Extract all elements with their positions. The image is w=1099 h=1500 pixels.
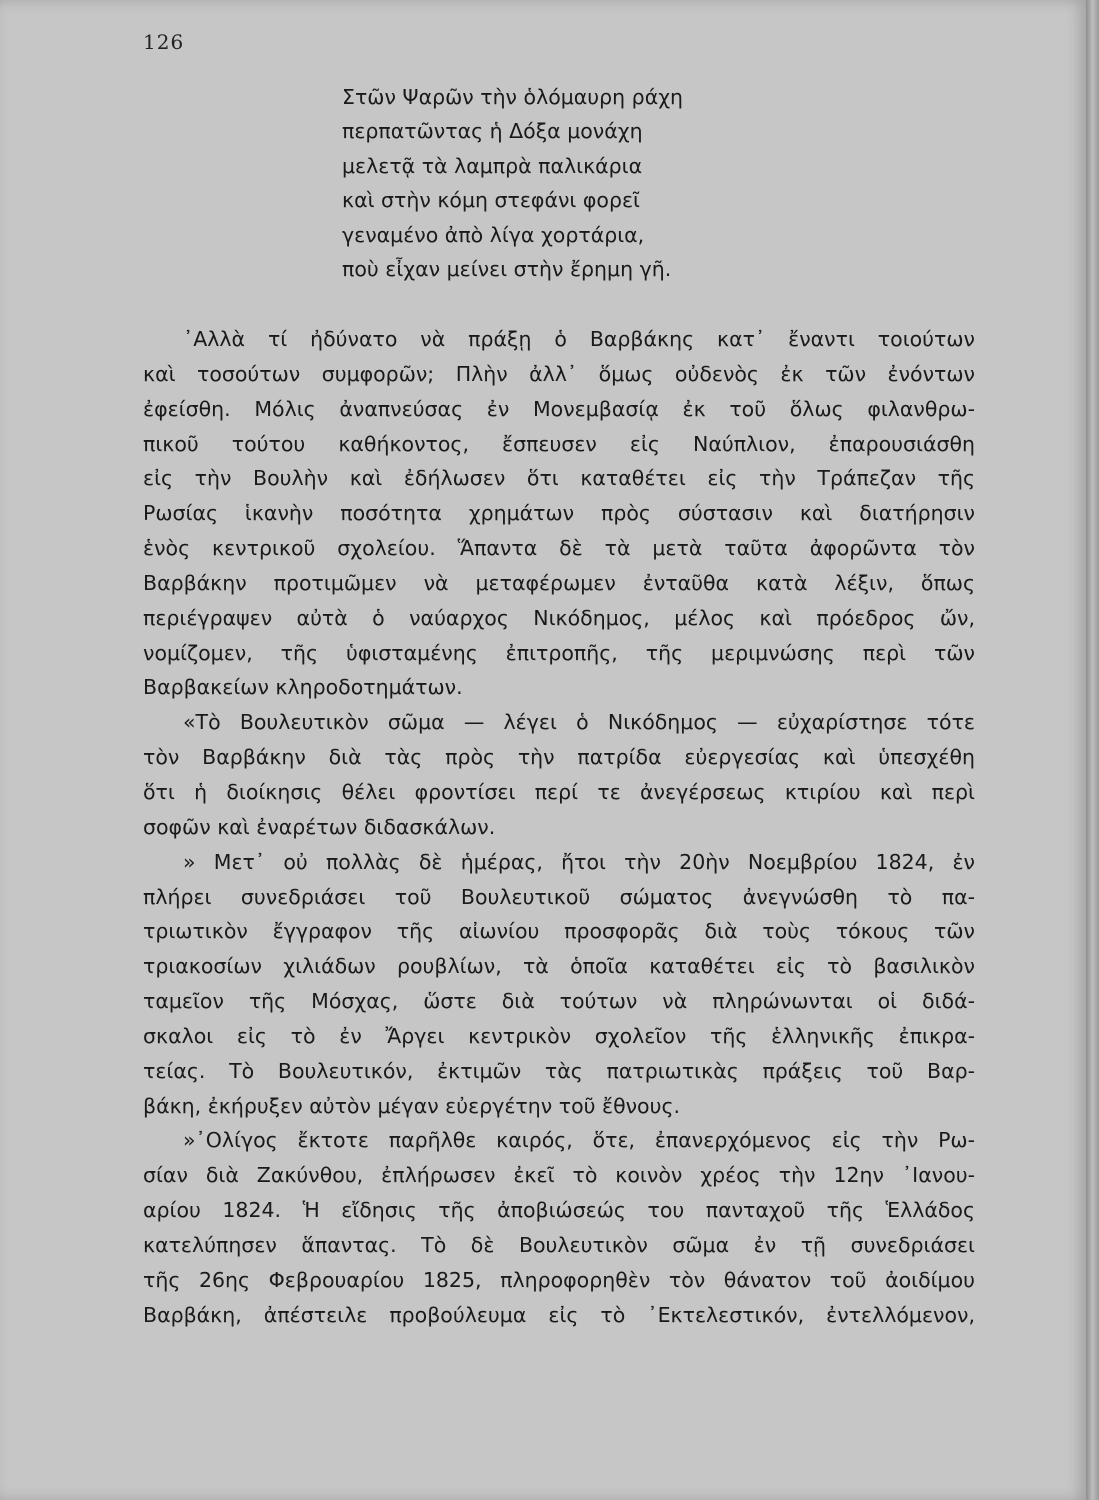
text-line: τριακοσίων χιλιάδων ρουβλίων, τὰ ὁποῖα καταθέτει εἰς τὸ βασιλικὸν bbox=[143, 954, 975, 979]
poem-line: γεναμένο ἀπὸ λίγα χορτάρια, bbox=[342, 222, 645, 247]
text-line: τὸν Βαρβάκην διὰ τὰς πρὸς τὴν πατρίδα εὐεργεσίας καὶ ὑπεσχέθη bbox=[143, 745, 975, 770]
text-line: ᾿Αλλὰ τί ἠδύνατο νὰ πράξῃ ὁ Βαρβάκης κατ᾿ ἔναντι τοιούτων bbox=[183, 327, 975, 351]
text-line: » Μετ᾿ οὐ πολλὰς δὲ ἡμέρας, ἤτοι τὴν 20ὴν Νοεμβρίου 1824, ἐν bbox=[183, 849, 975, 874]
poem-stanza bbox=[342, 80, 683, 286]
text-line: εἰς τὴν Βουλὴν καὶ ἐδήλωσεν ὅτι καταθέτει εἰς τὴν Τράπεζαν τῆς bbox=[143, 466, 975, 491]
text-line: πλήρει συνεδριάσει τοῦ Βουλευτικοῦ σώματος ἀνεγνώσθη τὸ πα- bbox=[143, 884, 975, 909]
text-line: τείας. Τὸ Βουλευτικόν, ἐκτιμῶν τὰς πατριωτικὰς πράξεις τοῦ Βαρ- bbox=[143, 1058, 975, 1083]
page-number: 126 bbox=[143, 30, 185, 54]
text-line: σοφῶν καὶ ἐναρέτων διδασκάλων. bbox=[143, 814, 496, 839]
text-line: Ρωσίας ἱκανὴν ποσότητα χρημάτων πρὸς σύστασιν καὶ διατήρησιν bbox=[143, 501, 975, 526]
text-line: καὶ τοσούτων συμφορῶν; Πλὴν ἀλλ᾿ ὅμως οὐδενὸς ἐκ τῶν ἐνόντων bbox=[143, 361, 975, 386]
text-line: αρίου 1824. Ἡ εἴδησις τῆς ἀποβιώσεώς του πανταχοῦ τῆς Ἑλλάδος bbox=[143, 1198, 975, 1223]
text-line: «Τὸ Βουλευτικὸν σῶμα — λέγει ὁ Νικόδημος — εὐχαρίστησε τότε bbox=[183, 710, 975, 735]
text-line: νομίζομεν, τῆς ὑφισταμένης ἐπιτροπῆς, τῆς μεριμνώσης περὶ τῶν bbox=[143, 640, 975, 665]
poem-line: περπατῶντας ἡ Δόξα μονάχη bbox=[342, 119, 643, 144]
text-line: ταμεῖον τῆς Μόσχας, ὥστε διὰ τούτων νὰ πληρώνωνται οἱ διδά- bbox=[143, 989, 975, 1014]
poem-line: μελετᾷ τὰ λαμπρὰ παλικάρια bbox=[342, 153, 643, 178]
text-line: πικοῦ τούτου καθήκοντος, ἔσπευσεν εἰς Ναύπλιον, ἐπαρουσιάσθη bbox=[143, 431, 975, 456]
text-line: βάκη, ἐκήρυξεν αὐτὸν μέγαν εὐεργέτην τοῦ ἔθνους. bbox=[143, 1093, 681, 1118]
body-text bbox=[143, 322, 975, 1332]
text-line: κατελύπησεν ἅπαντας. Τὸ δὲ Βουλευτικὸν σῶμα ἐν τῇ συνεδριάσει bbox=[143, 1232, 975, 1257]
text-line: σκαλοι εἰς τὸ ἐν Ἄργει κεντρικὸν σχολεῖον τῆς ἑλληνικῆς ἐπικρα- bbox=[143, 1023, 975, 1048]
text-line: ἐφείσθη. Μόλις ἀναπνεύσας ἐν Μονεμβασίᾳ ἐκ τοῦ ὅλως φιλανθρω- bbox=[143, 396, 975, 421]
page-edge bbox=[1086, 0, 1099, 1500]
poem-line: ποὺ εἶχαν μείνει στὴν ἔρημη γῆ. bbox=[342, 257, 672, 282]
text-line: ὅτι ἡ διοίκησις θέλει φροντίσει περί τε ἀνεγέρσεως κτιρίου καὶ περὶ bbox=[143, 779, 975, 804]
text-line: σίαν διὰ Ζακύνθου, ἐπλήρωσεν ἐκεῖ τὸ κοινὸν χρέος τὴν 12ην ᾿Ιανου- bbox=[143, 1163, 975, 1188]
text-line: Βαρβάκη, ἀπέστειλε προβούλευμα εἰς τὸ ᾿Εκτελεστικόν, ἐντελλόμενον, bbox=[143, 1302, 975, 1327]
text-line: »᾿Ολίγος ἔκτοτε παρῆλθε καιρός, ὅτε, ἐπανερχόμενος εἰς τὴν Ρω- bbox=[183, 1128, 975, 1153]
text-line: Βαρβακείων κληροδοτημάτων. bbox=[143, 675, 463, 700]
text-line: τριωτικὸν ἔγγραφον τῆς αἰωνίου προσφορᾶς διὰ τοὺς τόκους τῶν bbox=[143, 919, 975, 944]
text-line: Βαρβάκην προτιμῶμεν νὰ μεταφέρωμεν ἐνταῦθα κατὰ λέξιν, ὅπως bbox=[143, 570, 975, 595]
text-line: ἑνὸς κεντρικοῦ σχολείου. Ἅπαντα δὲ τὰ μετὰ ταῦτα ἀφορῶντα τὸν bbox=[143, 536, 975, 561]
text-line: περιέγραψεν αὐτὰ ὁ ναύαρχος Νικόδημος, μέλος καὶ πρόεδρος ὤν, bbox=[143, 605, 975, 630]
poem-line: καὶ στὴν κόμη στεφάνι φορεῖ bbox=[342, 188, 640, 213]
text-line: τῆς 26ης Φεβρουαρίου 1825, πληροφορηθὲν τὸν θάνατον τοῦ ἀοιδίμου bbox=[143, 1267, 975, 1292]
poem-line: Στῶν Ψαρῶν τὴν ὁλόμαυρη ράχη bbox=[342, 85, 684, 109]
